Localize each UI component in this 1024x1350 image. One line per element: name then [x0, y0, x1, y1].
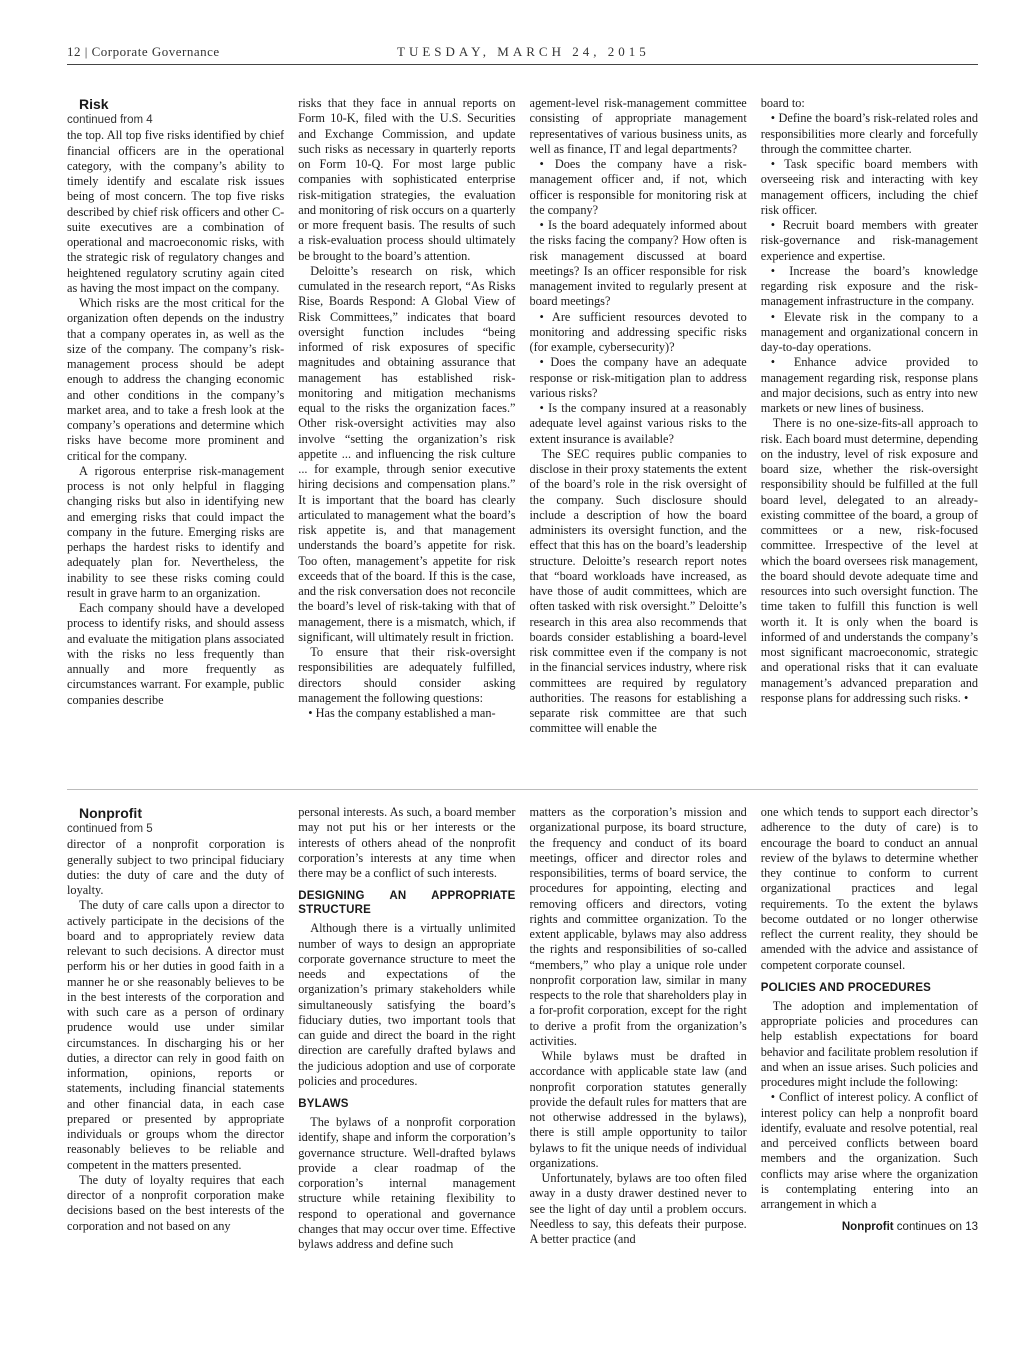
bullet-item: • Does the company have an adequate response or risk-mitigation plan to address various risks? [529, 355, 747, 400]
continues-page: continues on 13 [896, 1221, 978, 1234]
page-section-label: 12 | Corporate Governance [67, 44, 220, 59]
paragraph: Which risks are the most critical for the organization often depends on the industry that a company operates in, as well as the size of the company. The company’s risk-management process should be adept enough to address the changing economic and other conditions in the company’s market area, and to take a fresh look at the company’s operations and determine which risks have become more prominent and critical for the company. [67, 296, 285, 463]
article-kicker: Nonprofit [79, 805, 142, 821]
page-header [67, 40, 978, 65]
issue-date: TUESDAY, MARCH 24, 2015 [397, 44, 650, 59]
nonprofit-column-1 [67, 805, 284, 1295]
paragraph: The adoption and implementation of appropriate policies and procedures can help establish expectations for board behavior and facilitate problem resolution if and when an issue arises. Such policies and procedures might include the following: [760, 998, 978, 1089]
subhead-designing-structure: DESIGNING AN APPROPRIATE STRUCTURE [298, 890, 516, 917]
paragraph: director of a nonprofit corporation is generally subject to two principal fiduciary duties: the duty of care and the duty of loyalty. [67, 837, 285, 897]
paragraph: The duty of care calls upon a director to actively participate in the decisions of the board and to appropriately review data relevant to such decisions. A director must perform his or her duties in good faith in a manner he or she reasonably believes to be in the best interests of the corporation and with such care as a person of ordinary prudence would use under similar circumstances. In discharging his or her duties, a director can rely in good faith on information, opinions, reports or statements, including financial statements and other financial data, in each case prepared or presented by appropriate individuals or groups whom the director reasonably believes to be reliable and competent in the matters presented. [67, 898, 285, 1172]
article-kicker: Risk [79, 96, 109, 112]
paragraph: To ensure that their risk-oversight responsibilities are adequately fulfilled, directors should consider asking management the following questions: [298, 645, 516, 705]
paragraph: board to: [760, 96, 805, 110]
bullet-item: • Enhance advice provided to management regarding risk, response plans and major decisions, such as entry into new markets or new lines of business. [760, 355, 978, 415]
bullet-item: • Are sufficient resources devoted to monitoring and addressing specific risks (for example, cybersecurity)? [529, 309, 747, 354]
bullet-item: • Recruit board members with greater risk-governance and risk-management experience and expertise. [760, 218, 978, 263]
risk-column-3 [530, 96, 747, 776]
bullet-item: • Conflict of interest policy. A conflict of interest policy can help a nonprofit board identify, evaluate and resolve potential, real and perceived conflicts between board members and the organization. Such conflicts may arise where the organization is contemplating entering into an arrangement in which a [760, 1090, 978, 1211]
paragraph: personal interests. As such, a board member may not put his or her interests or the interests of others ahead of the nonprofit corporation’s interests at any time when there may be a conflict of such interests. [298, 805, 516, 880]
paragraph: Each company should have a developed process to identify risks, and should assess and evaluate the mitigation plans associated with the risks no less frequently than annually and more frequently as circumstances warrant. For example, public companies describe [67, 601, 285, 707]
continues-kicker: Nonprofit [841, 1221, 894, 1234]
paragraph: Unfortunately, bylaws are too often filed away in a dusty drawer destined never to see the light of day until a problem occurs. Needless to say, this defeats their purpose. A better practice (and [529, 1171, 747, 1246]
bullet-item: • Is the board adequately informed about the risks facing the company? How often is risk management discussed at board meetings? Is an officer responsible for risk management invited to regularly present at board meetings? [529, 218, 747, 309]
bullet-item: • Does the company have a risk-management officer and, if not, which officer is responsible for monitoring risk at the company? [529, 157, 747, 217]
continued-from: continued from 5 [67, 823, 153, 835]
bullet-item: • Elevate risk in the company to a management and organizational concern in day-to-day operations. [760, 309, 978, 354]
risk-column-1 [67, 96, 284, 776]
continues-on-link[interactable] [761, 1220, 978, 1235]
paragraph: matters as the corporation’s mission and organizational purpose, its board structure, the frequency and conduct of its board meetings, officer and director roles and responsibilities, terms of board service, the procedures for appointing, electing and removing officers and directors, voting rights and committee organization. To the extent applicable, bylaws may also address the rights and responsibilities of so-called “members,” who play a unique role under nonprofit corporation law, similar in many respects to the role that shareholders play in a for-profit corporation, except for the right to derive a profit from the organization’s activities. [529, 805, 747, 1048]
subhead-bylaws: BYLAWS [298, 1098, 349, 1110]
paragraph: the top. All top five risks identified by chief financial officers are in the operational category, with the company’s ability to timely identify and escalate risk issues being of most concern. The top five risks described by chief risk officers and other C-suite executives are a combination of operational and macroeconomic risks, with the strategic risk of regulatory changes and heightened regulatory scrutiny again cited as having the most impact on the company. [67, 128, 285, 295]
paragraph: A rigorous enterprise risk-management process is not only helpful in flagging changing risks but also in identifying new and emerging risks that could impact the company in the future. Emerging risks are perhaps the hardest risks to identify and adequately plan for. Nevertheless, the inability to see these risks coming could result in grave harm to an organization. [67, 463, 285, 600]
paragraph: While bylaws must be drafted in accordance with applicable state law (and nonprofit corporation statutes generally provide the default rules for matters that are not otherwise addressed in the bylaws), there is still ample opportunity to tailor bylaws to fit the unique needs of individual organizations. [529, 1049, 747, 1170]
nonprofit-column-4 [761, 805, 978, 1295]
risk-article [67, 96, 978, 776]
paragraph: Although there is a virtually unlimited number of ways to design an appropriate corporate governance structure to meet the needs and expectations of the organization’s primary stakeholders while simultaneously satisfying the board’s fiduciary duties, two important tools that can guide and direct the board in the right direction are carefully drafted bylaws and the judicious adoption and use of corporate policies and procedures. [298, 921, 516, 1088]
paragraph: risks that they face in annual reports on Form 10-K, filed with the U.S. Securities and Exchange Commission, and update such risks as necessary in quarterly reports on Form 10-Q. For most large public companies with sophisticated enterprise risk-mitigation strategies, the evaluation and monitoring of risk occurs on a quarterly or more frequent basis. The results of such a risk-evaluation process should ultimately be brought to the board’s attention. [298, 96, 516, 263]
bullet-item: • Task specific board members with overseeing risk and interacting with key management officers, including the chief risk officer. [760, 157, 978, 217]
subhead-policies: POLICIES AND PROCEDURES [760, 981, 932, 994]
bullet-item: • Define the board’s risk-related roles and responsibilities more clearly and forcefully through the committee charter. [760, 111, 978, 156]
bullet-item: • Increase the board’s knowledge regarding risk exposure and the risk-management infrastructure in the company. [760, 263, 978, 309]
paragraph: The SEC requires public companies to disclose in their proxy statements the extent of the board’s role in the risk oversight of the company. Such disclosure should include a description of how the board administers its oversight function, and the effect that this has on the board’s leadership structure. Deloitte’s research report notes that “board workloads have increased, as have those of audit committees, which are often tasked with risk oversight.” Deloitte’s research in this area also recommends that boards consider establishing a board-level risk committee even if the company is not in the financial services industry, where risk committees are required by regulatory authorities. The reasons for establishing a separate risk committee are that such committee will enable the [529, 446, 747, 736]
section-divider [67, 789, 978, 790]
nonprofit-column-3 [530, 805, 747, 1295]
nonprofit-column-2 [298, 805, 515, 1295]
risk-column-4 [761, 96, 978, 776]
continued-from: continued from 4 [67, 114, 153, 126]
paragraph: The duty of loyalty requires that each director of a nonprofit corporation make decisions based on the best interests of the corporation and not based on any [67, 1172, 285, 1233]
paragraph: The bylaws of a nonprofit corporation identify, shape and inform the corporation’s governance structure. Well-drafted bylaws provide a clear roadmap of the corporation’s internal management structure while retaining flexibility to respond to operational and governance changes that may occur over time. Effective bylaws address and define such [298, 1115, 516, 1251]
paragraph: Deloitte’s research on risk, which cumulated in the research report, “As Risks Rise, Boards Respond: A Global View of Risk Committees,” indicates that board oversight function includes “being informed of risk exposures of specific magnitudes and obtaining assurance that management has established risk-monitoring and mitigation mechanisms equal to the risks the organization faces.” Other risk-oversight activities may also involve “setting the organization’s risk appetite ... and influencing the risk culture ... for example, through senior executive hiring decisions and compensation plans.” It is important that the board has clearly articulated to management what the board’s risk appetite is, and that management understands the board’s appetite for risk. Too often, management’s appetite for risk exceeds that of the board. If this is the case, and the risk conversation does not reconcile the board’s level of risk-taking with that of management, there is a mismatch, which, if significant, will ultimately result in friction. [298, 263, 516, 644]
bullet-item: • Is the company insured at a reasonably adequate level against various risks to the extent insurance is available? [529, 401, 747, 446]
paragraph: There is no one-size-fits-all approach to risk. Each board must determine, depending on the industry, level of risk exposure and board size, whether the risk-oversight responsibility should be fulfilled at the full board level, delegated to an already-existing committee of the board, a group of committees or a new, risk-focused committee. Irrespective of the level at which the board oversees risk management, the board should devote adequate time and resources into such oversight function. The time taken to fulfill this function is well worth it. It is only when the board is informed of and understands the company’s most significant macroeconomic, strategic and operational risks that it can evaluate management’s advanced preparation and response plans for addressing such risks. • [760, 416, 978, 705]
paragraph: one which tends to support each director’s adherence to the duty of care) is to encourage the board to conduct an annual review of the bylaws to determine whether they continue to conform to current organizational practices and legal requirements. To the extent the bylaws become outdated or no longer otherwise reflect the current reality, they should be amended with the advice and assistance of competent corporate counsel. [760, 805, 978, 972]
bullet-item: • Has the company established a man- [308, 706, 496, 720]
risk-column-2 [298, 96, 515, 776]
paragraph: agement-level risk-management committee consisting of appropriate management representatives of various business units, as well as finance, IT and legal departments? [529, 96, 747, 156]
nonprofit-article [67, 805, 978, 1295]
